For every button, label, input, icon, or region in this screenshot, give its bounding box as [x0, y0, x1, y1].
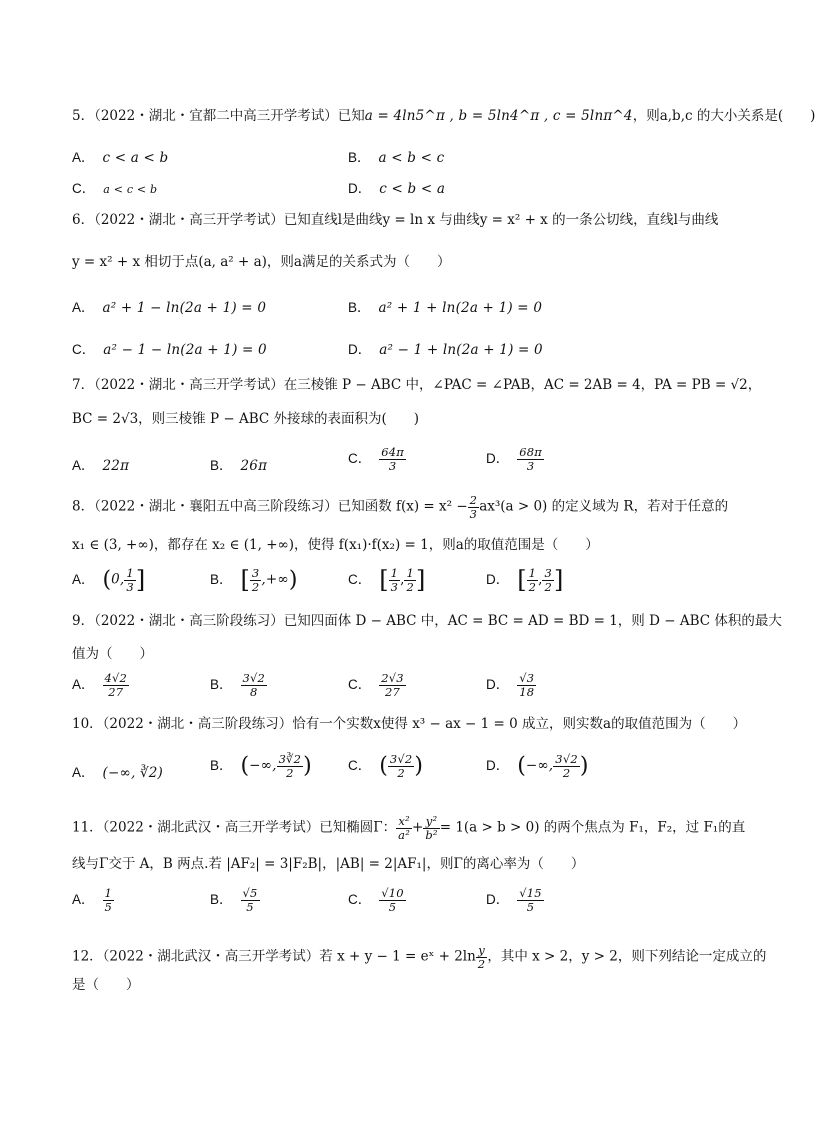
question-9-stem-line2: 值为（ ）: [72, 646, 153, 662]
option-c: C． $\frac{2√3}{27}$: [348, 671, 404, 699]
question-9-stem-line1: 9．（2022・湖北・高三阶段练习）已知四面体 D − ABC 中，AC = BC = AD = BD = 1，则 D − ABC 体积的最大: [72, 613, 782, 629]
option-c: C． a < c < b: [72, 181, 158, 196]
option-a: A． $\frac{1}{5}$: [72, 886, 113, 914]
option-d: D． a² − 1 + ln(2a + 1) = 0: [348, 342, 543, 358]
question-6-stem-line1: 6．（2022・湖北・高三开学考试）已知直线l是曲线y = ln x 与曲线y = x² + x 的一条公切线，直线l与曲线: [72, 212, 719, 228]
option-b: B． $\frac{√5}{5}$: [210, 886, 258, 914]
question-5-stem: 5．（2022・湖北・宜都二中高三开学考试）已知a = 4ln5^π , b = 5ln4^π , c = 5lnπ^4，则a,b,c 的大小关系是( ): [72, 108, 815, 124]
option-a: A． a² + 1 − ln(2a + 1) = 0: [72, 300, 267, 316]
option-a: A． c < a < b: [72, 150, 169, 166]
option-c: C． a² − 1 − ln(2a + 1) = 0: [72, 342, 267, 358]
option-d: D． $\frac{√3}{18}$: [486, 671, 535, 699]
question-6-stem-line2: y = x² + x 相切于点(a, a² + a)，则a满足的关系式为（ ）: [72, 254, 451, 270]
option-b: B． 26π: [210, 458, 268, 474]
question-11-stem-line1: 11．（2022・湖北武汉・高三开学考试）已知椭圆Γ： $\frac{\text{x²}}{\text{a²}}$ + $\frac{\text{y²}}{\text{b²}}$ = 1(a > b > 0) 的两个焦点为 F₁，F₂，过 F₁的直: [72, 814, 746, 842]
question-11-stem-line2: 线与Γ交于 A，B 两点.若 |AF₂| = 3|F₂B|，|AB| = 2|AF₁|，则Γ的离心率为（ ）: [72, 856, 585, 872]
question-10-stem: 10．（2022・湖北・高三阶段练习）恰有一个实数x使得 x³ − ax − 1 = 0 成立，则实数a的取值范围为（ ）: [72, 716, 747, 732]
option-c: C． [ $\frac{1}{3}$ , $\frac{1}{2}$ ]: [348, 565, 426, 594]
option-a: A． 22π: [72, 458, 130, 474]
option-d: D． $\frac{68\pi}{3}$: [486, 445, 543, 473]
option-b: B． $\frac{3√2}{8}$: [210, 671, 266, 699]
question-7-stem-line1: 7．（2022・湖北・高三开学考试）在三棱锥 P − ABC 中，∠PAC = ∠PAB，AC = 2AB = 4，PA = PB = √2，: [72, 377, 762, 393]
option-a: A． (−∞, ∛2): [72, 765, 163, 781]
option-d: D． (−∞, $\frac{3√2}{2}$ ): [486, 752, 589, 780]
option-d: D． c < b < a: [348, 181, 446, 197]
question-8-stem-line2: x₁ ∈ (3, +∞)，都存在 x₂ ∈ (1, +∞)，使得 f(x₁)·f(x₂) = 1，则a的取值范围是（ ）: [72, 537, 599, 553]
option-c: C． ( $\frac{3√2}{2}$ ): [348, 752, 423, 780]
question-12-stem-line1: 12．（2022・湖北武汉・高三开学考试）若 x + y − 1 = eˣ + 2ln $\frac{y}{2}$ ，其中 x > 2，y > 2，则下列结论一定成立的: [72, 943, 767, 971]
option-d: D． $\frac{√15}{5}$: [486, 886, 542, 914]
question-8-stem-line1: 8．（2022・湖北・襄阳五中高三阶段练习）已知函数 f(x) = x² − $\frac{2}{3}$ ax³(a > 0) 的定义域为 R，若对于任意的: [72, 493, 729, 521]
option-b: B． [ $\frac{3}{2}$ ,+∞): [210, 565, 298, 594]
option-b: B． a < b < c: [348, 150, 445, 166]
option-c: C． $\frac{64\pi}{3}$: [348, 445, 405, 473]
option-a: A． $\frac{4√2}{27}$: [72, 671, 128, 699]
option-d: D． [ $\frac{1}{2}$ , $\frac{3}{2}$ ]: [486, 565, 564, 594]
option-b: B． a² + 1 + ln(2a + 1) = 0: [348, 300, 543, 316]
option-c: C． $\frac{√10}{5}$: [348, 886, 404, 914]
question-7-stem-line2: BC = 2√3，则三棱锥 P − ABC 外接球的表面积为( ): [72, 411, 420, 427]
question-12-stem-line2: 是（ ）: [72, 977, 140, 993]
option-b: B． (−∞, $\frac{3∛2}{2}$ ): [210, 752, 312, 780]
option-a: A． (0, $\frac{1}{3}$ ]: [72, 565, 146, 594]
